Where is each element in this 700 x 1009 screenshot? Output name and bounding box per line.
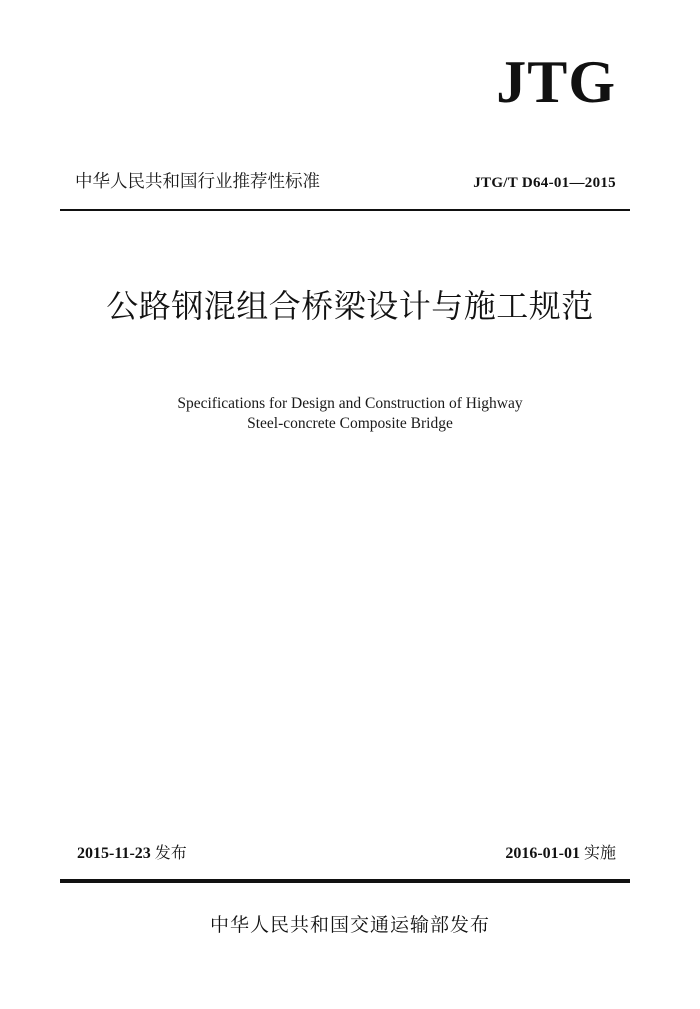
top-divider: [60, 209, 630, 211]
effective-label: 实施: [583, 843, 616, 862]
document-title-chinese: 公路钢混组合桥梁设计与施工规范: [106, 287, 594, 325]
jtg-logo: JTG: [496, 49, 616, 115]
issue-date: 2015-11-23: [77, 845, 151, 862]
issuing-authority: 中华人民共和国交通运输部发布: [209, 914, 490, 936]
issue-date-block: [77, 845, 187, 862]
issue-label: 发布: [154, 843, 187, 862]
document-title-english: [0, 394, 700, 434]
effective-date: 2016-01-01: [505, 845, 580, 862]
standard-category: 中华人民共和国行业推荐性标准: [75, 172, 320, 192]
effective-date-block: [505, 845, 616, 862]
english-title-line-1: Specifications for Design and Construction of Highway: [177, 395, 523, 412]
bottom-divider: [60, 879, 630, 883]
standard-number: JTG/T D64-01—2015: [473, 175, 616, 191]
english-title-line-2: Steel-concrete Composite Bridge: [247, 415, 453, 432]
